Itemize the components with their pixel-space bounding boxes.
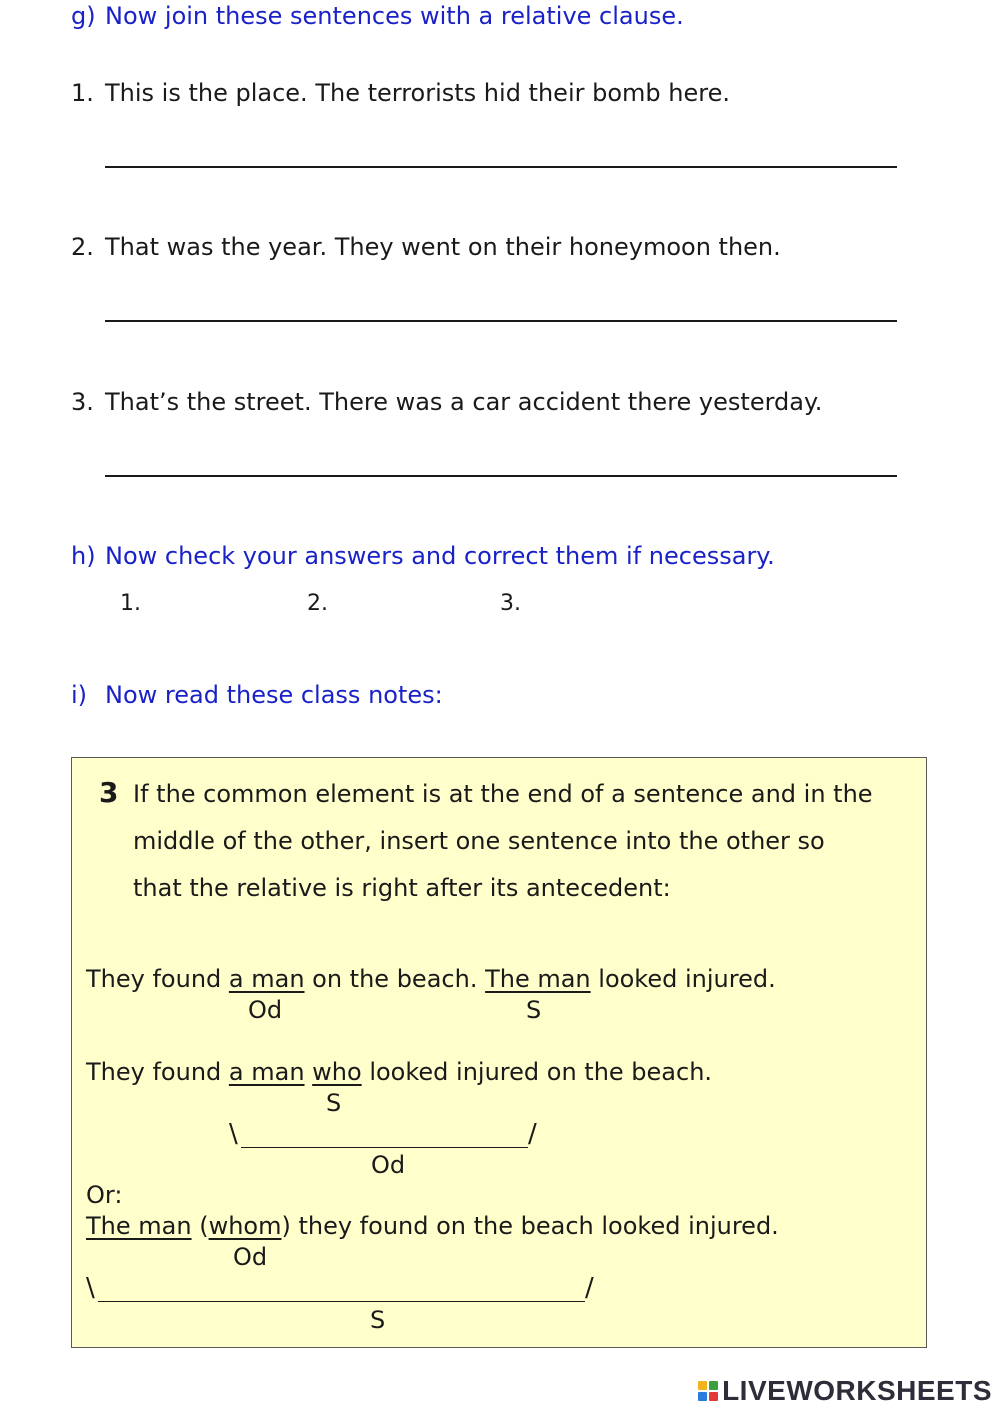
check-number-2[interactable]: 2.	[307, 591, 328, 616]
note-line-1: If the common element is at the end of a sentence and in the	[133, 780, 873, 808]
question-2-text: That was the year. They went on their honeymoon then.	[105, 233, 781, 261]
question-1-text: This is the place. The terrorists hid their bomb here.	[105, 79, 730, 107]
example-2-bracket-right: /	[528, 1119, 537, 1149]
example-3-bracket-left: \	[86, 1273, 95, 1303]
example-3-part-2: ) they found on the beach looked injured.	[281, 1212, 779, 1240]
section-g-instruction: Now join these sentences with a relative clause.	[105, 2, 684, 30]
note-line-2: middle of the other, insert one sentence into the other so	[133, 827, 825, 855]
liveworksheets-logo[interactable]	[698, 1375, 992, 1407]
question-2	[71, 233, 781, 261]
example-3-underline-1: The man	[86, 1212, 192, 1240]
section-h-instruction: Now check your answers and correct them if necessary.	[105, 542, 775, 570]
section-i-heading	[71, 681, 443, 709]
example-3-label-od: Od	[233, 1243, 268, 1271]
section-h-heading	[71, 542, 775, 570]
question-2-number: 2.	[71, 233, 94, 261]
example-2-underline-1: a man	[228, 1058, 305, 1086]
question-3	[71, 388, 822, 416]
question-1-number: 1.	[71, 79, 94, 107]
example-1-underline-2: The man	[485, 965, 591, 993]
example-2-part-1: They found	[86, 1058, 229, 1086]
logo-square-2	[709, 1381, 718, 1390]
example-2-underline-2: who	[312, 1058, 362, 1086]
example-1-sentence	[86, 965, 776, 993]
question-3-number: 3.	[71, 388, 94, 416]
check-number-1[interactable]: 1.	[120, 591, 141, 616]
section-i-instruction: Now read these class notes:	[105, 681, 443, 709]
note-number: 3	[99, 776, 119, 809]
section-g-heading	[71, 2, 684, 30]
example-1-label-od: Od	[248, 996, 283, 1024]
logo-square-3	[698, 1392, 707, 1401]
check-number-3[interactable]: 3.	[500, 591, 521, 616]
example-3-underline-2: whom	[208, 1212, 282, 1240]
example-1-underline-1: a man	[228, 965, 305, 993]
example-1-part-2: on the beach.	[304, 965, 486, 993]
example-3-label-s: S	[370, 1306, 386, 1334]
section-i-letter: i)	[71, 681, 88, 709]
example-2-label-s: S	[326, 1089, 342, 1117]
note-line-3: that the relative is right after its antecedent:	[133, 874, 671, 902]
answer-line-2[interactable]	[105, 320, 897, 322]
section-h-letter: h)	[71, 542, 96, 570]
section-g-letter: g)	[71, 2, 96, 30]
example-3-bracket-line	[98, 1301, 585, 1302]
example-2-bracket-left: \	[229, 1119, 238, 1149]
example-3-part-1: (	[191, 1212, 209, 1240]
logo-grid-icon	[698, 1381, 718, 1401]
example-1-label-s: S	[526, 996, 542, 1024]
example-3-bracket-right: /	[585, 1273, 594, 1303]
logo-square-1	[698, 1381, 707, 1390]
logo-text: LIVEWORKSHEETS	[722, 1375, 992, 1406]
example-2-sentence	[86, 1058, 712, 1086]
example-2-part-3: looked injured on the beach.	[361, 1058, 713, 1086]
example-1-part-1: They found	[86, 965, 229, 993]
example-2-bracket-line	[241, 1147, 528, 1148]
example-1-part-3: looked injured.	[590, 965, 776, 993]
logo-square-4	[709, 1392, 718, 1401]
question-3-text: That’s the street. There was a car accident there yesterday.	[105, 388, 823, 416]
question-1	[71, 79, 730, 107]
example-2-label-od: Od	[371, 1151, 406, 1179]
example-3-sentence	[86, 1212, 779, 1240]
answer-line-3[interactable]	[105, 475, 897, 477]
answer-line-1[interactable]	[105, 166, 897, 168]
or-label: Or:	[86, 1181, 123, 1209]
